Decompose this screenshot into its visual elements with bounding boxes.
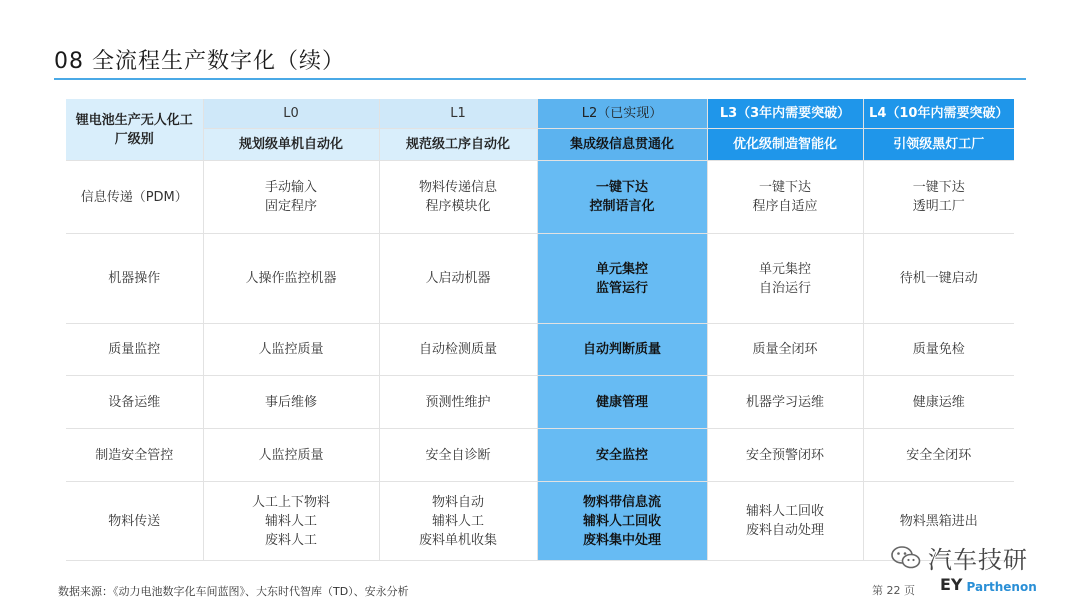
cell-line: 人工上下物料	[251, 494, 330, 510]
cell-line: 单元集控	[758, 261, 811, 277]
cell-line: 自治运行	[758, 280, 811, 296]
level-name-l3: 优化级制造智能化	[707, 129, 863, 161]
logo-mark: EY	[940, 575, 963, 594]
table-cell	[203, 324, 379, 376]
table-cell	[863, 161, 1014, 234]
table-cell	[379, 324, 537, 376]
row-label: 质量监控	[66, 324, 203, 376]
cell-line: 安全监控	[595, 447, 648, 463]
cell-line: 质量免检	[912, 342, 965, 357]
row-label: 设备运维	[66, 376, 203, 429]
cell-line: 一键下达	[912, 180, 965, 195]
cell-line: 安全预警闭环	[745, 447, 824, 463]
cell-line: 程序模块化	[425, 199, 491, 214]
table-row	[66, 376, 1014, 429]
cell-line: 自动判断质量	[582, 342, 661, 357]
cell-line: 辅料人工	[264, 513, 317, 529]
table-cell	[203, 482, 379, 561]
level-header-l3: L3（3年内需要突破）	[707, 99, 863, 129]
cell-line: 人监控质量	[258, 342, 324, 357]
table-cell	[203, 429, 379, 482]
cell-line: 控制语言化	[589, 199, 655, 214]
table-cell	[203, 234, 379, 324]
cell-line: 单元集控	[595, 261, 648, 277]
table-cell	[707, 429, 863, 482]
cell-line: 预测性维护	[425, 394, 491, 410]
table-cell	[379, 482, 537, 561]
table-body	[66, 161, 1014, 561]
cell-line: 质量全闭环	[752, 342, 818, 357]
table-cell	[707, 161, 863, 234]
row-label: 制造安全管控	[66, 429, 203, 482]
level-name-l0: 规划级单机自动化	[203, 129, 379, 161]
cell-line: 健康运维	[912, 394, 965, 410]
cell-line: 安全全闭环	[906, 447, 972, 463]
table-cell	[863, 376, 1014, 429]
cell-line: 辅料人工	[431, 513, 484, 529]
cell-line: 辅料人工回收	[745, 504, 824, 519]
table-cell	[863, 234, 1014, 324]
cell-line: 人操作监控机器	[245, 271, 337, 286]
table-cell	[537, 376, 707, 429]
table-cell	[863, 429, 1014, 482]
level-name-l2: 集成级信息贯通化	[537, 129, 707, 161]
table-row	[66, 161, 1014, 234]
cell-line: 程序自适应	[752, 199, 818, 214]
table-cell	[707, 324, 863, 376]
cell-line: 人监控质量	[258, 447, 324, 463]
cell-line: 物料传递信息	[418, 180, 497, 195]
table-cell	[863, 324, 1014, 376]
cell-line: 废料自动处理	[745, 523, 824, 538]
cell-line: 废料集中处理	[582, 532, 661, 548]
level-header-l1: L1	[379, 99, 537, 129]
table-cell	[537, 429, 707, 482]
level-header-l2: L2（已实现）	[537, 99, 707, 129]
table-row	[66, 429, 1014, 482]
page-title: 08 全流程生产数字化（续）	[54, 49, 345, 74]
table-cell	[379, 429, 537, 482]
cell-line: 物料带信息流	[582, 494, 661, 510]
ey-parthenon-logo	[940, 575, 1037, 594]
wechat-icon	[890, 544, 922, 572]
table-row	[66, 324, 1014, 376]
row-label: 机器操作	[66, 234, 203, 324]
cell-line: 人启动机器	[425, 271, 491, 286]
cell-line: 健康管理	[595, 394, 648, 410]
cell-line: 物料自动	[431, 494, 484, 510]
table-cell	[707, 482, 863, 561]
level-name-l4: 引领级黑灯工厂	[863, 129, 1014, 161]
table-cell	[379, 376, 537, 429]
row-label: 物料传送	[66, 482, 203, 561]
cell-line: 辅料人工回收	[582, 513, 661, 529]
table-cell	[379, 234, 537, 324]
cell-line: 废料单机收集	[418, 532, 497, 548]
table-row	[66, 234, 1014, 324]
table-cell	[203, 161, 379, 234]
page-number: 第 22 页	[872, 584, 915, 597]
cell-line: 安全自诊断	[425, 447, 491, 463]
wechat-watermark	[890, 540, 1028, 575]
cell-line: 固定程序	[264, 199, 317, 214]
cell-line: 废料人工	[264, 532, 317, 548]
row-label: 信息传递（PDM）	[66, 161, 203, 234]
cell-line: 一键下达	[758, 180, 811, 195]
table-cell	[537, 234, 707, 324]
automation-level-table	[66, 99, 1014, 561]
corner-header: 锂电池生产无人化工厂级别	[66, 99, 203, 161]
cell-line: 透明工厂	[912, 199, 965, 214]
cell-line: 待机一键启动	[899, 271, 978, 286]
table-cell	[707, 376, 863, 429]
logo-brand: Parthenon	[966, 580, 1037, 594]
table-cell	[537, 161, 707, 234]
table-cell	[537, 482, 707, 561]
table-cell	[379, 161, 537, 234]
level-header-l0: L0	[203, 99, 379, 129]
data-source-note: 数据来源：《动力电池数字化车间蓝图》、大东时代智库（TD）、安永分析	[58, 585, 409, 598]
table-cell	[537, 324, 707, 376]
table-cell	[707, 234, 863, 324]
watermark-label: 汽车技研	[928, 546, 1028, 574]
cell-line: 事后维修	[264, 394, 317, 410]
cell-line: 物料黑箱进出	[899, 513, 978, 529]
table-cell	[203, 376, 379, 429]
level-name-l1: 规范级工序自动化	[379, 129, 537, 161]
title-divider	[54, 78, 1026, 80]
level-header-l4: L4（10年内需要突破）	[863, 99, 1014, 129]
cell-line: 自动检测质量	[418, 342, 497, 357]
table-row	[66, 482, 1014, 561]
cell-line: 监管运行	[595, 280, 648, 296]
cell-line: 一键下达	[595, 180, 648, 195]
cell-line: 手动输入	[264, 180, 317, 195]
cell-line: 机器学习运维	[745, 394, 824, 410]
